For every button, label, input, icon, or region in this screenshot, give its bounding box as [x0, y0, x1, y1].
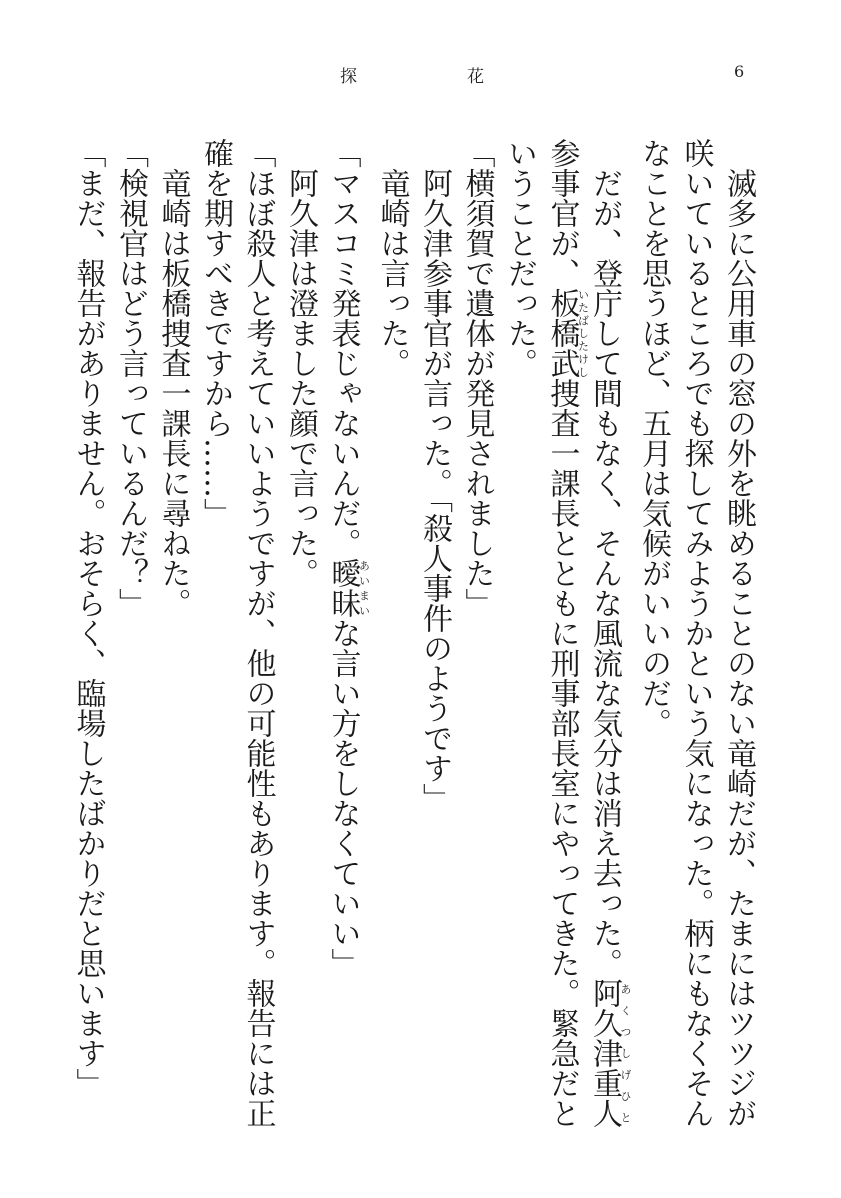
paragraph-p7: 阿久津は澄ました顔で言った。 — [283, 168, 318, 588]
ruby-reading: いたばしたけし — [576, 288, 590, 378]
page-number: 6 — [734, 62, 745, 81]
paragraph-p2: だが、登庁して間もなく、そんな風流な気分は消え去った。阿久津重人あくつしげひと参事官が、板橋武いたばしたけし捜査一課長とともに刑事部長室にやってきた。緊急だということだった。 — [502, 138, 632, 1128]
paragraph-p3: 「横須賀で遺体が発見されました」 — [459, 138, 495, 618]
body-text — [66, 138, 759, 1138]
ruby-text: 阿久津重人あくつしげひと — [587, 978, 632, 1128]
paragraph-p6: 「マスコミ発表じゃないんだ。曖昧あいまいな言い方をしなくていい」 — [325, 138, 371, 978]
paragraph-p1: 滅多に公用車の窓の外を眺めることのない竜崎だが、たまにはツツジが咲いているところでも探してみようかという気になった。柄にもなくそんなことを思うほど、五月は気候がいいのだ。 — [636, 138, 756, 1128]
ruby-text: 曖昧あいまい — [325, 558, 371, 618]
ruby-reading: あくつしげひと — [619, 978, 632, 1128]
paragraph-p8: 「ほぼ殺人と考えていいようですが、他の可能性もあります。報告には正確を期すべきですから……」 — [198, 138, 276, 1128]
paragraph-p9: 竜崎は板橋捜査一課長に尋ねた。 — [155, 168, 191, 618]
paragraph-p10: 「検視官はどう言っているんだ？」 — [113, 138, 148, 618]
paragraph-p4: 阿久津参事官が言った。「殺人事件のようです」 — [417, 168, 452, 813]
paragraph-p5: 竜崎は言った。 — [374, 168, 410, 378]
ruby-reading: あいまい — [357, 558, 371, 618]
header-title: 探花 — [340, 67, 594, 87]
paragraph-p11: 「まだ、報告がありません。おそらく、臨場したばかりだと思います」 — [70, 138, 106, 1098]
ruby-text: 板橋武いたばしたけし — [544, 288, 590, 378]
